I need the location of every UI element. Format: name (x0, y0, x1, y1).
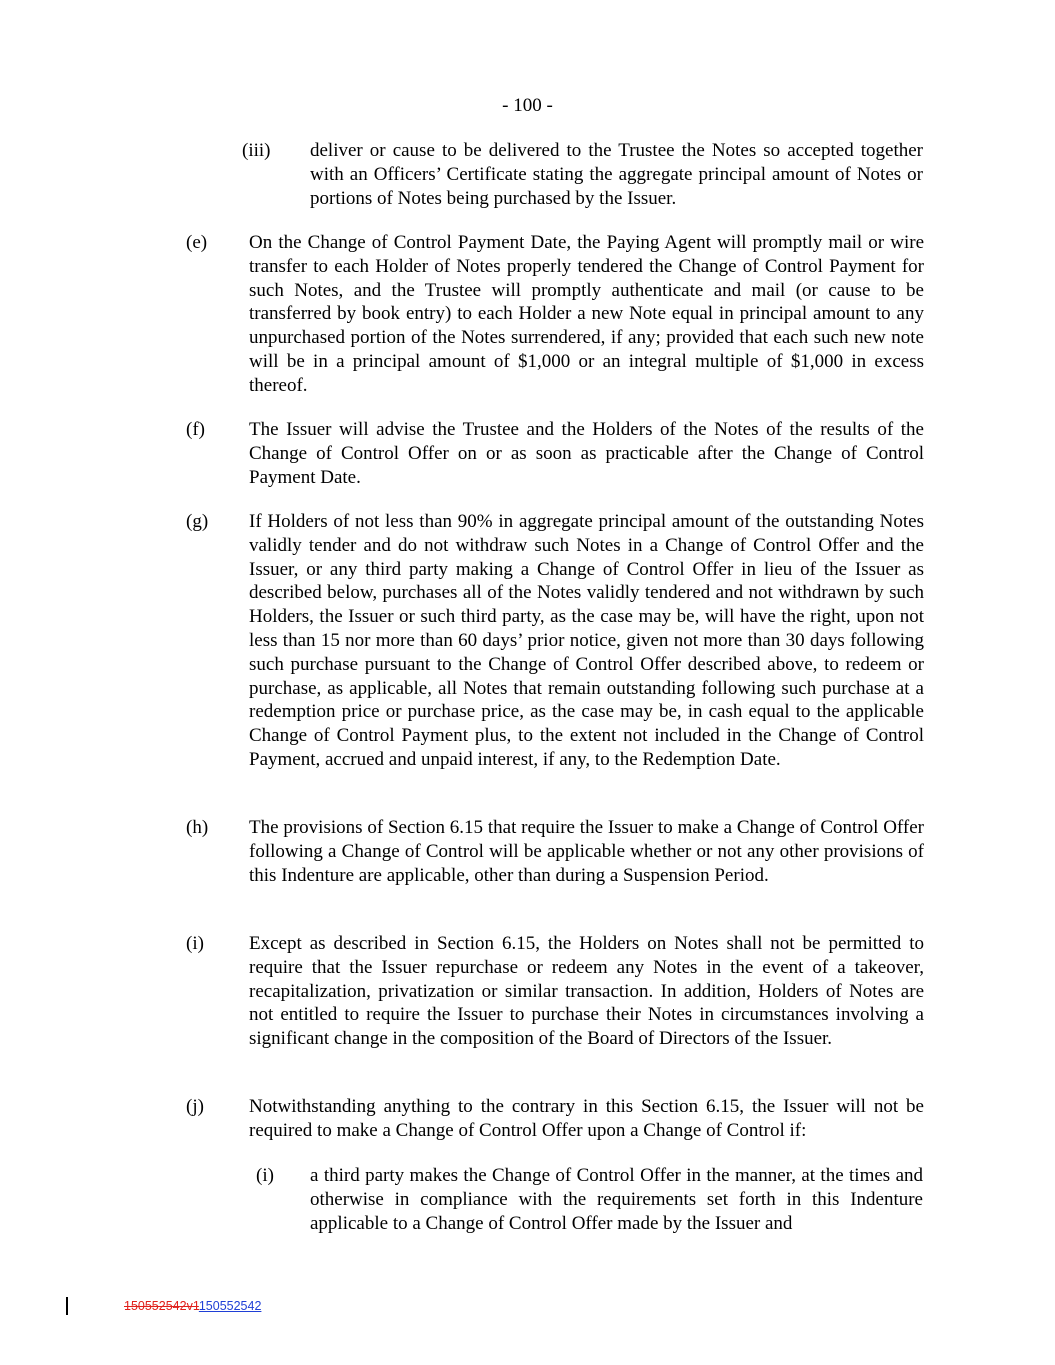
clause-f-text: The Issuer will advise the Trustee and the Holders of the Notes of the results of the Change of Control Offer on or as soon as practicable after the Change of Control Payment Date. (249, 419, 924, 488)
clause-j-text: Notwithstanding anything to the contrary in this Section 6.15, the Issuer will not be required to make a Change of Control Offer upon a Change of Control if: (249, 1096, 924, 1141)
clause-h-text: The provisions of Section 6.15 that require the Issuer to make a Change of Control Offer following a Change of Control will be applicable whether or not any other provisions of this Indenture are applicable, other than during a Suspension Period. (249, 817, 924, 886)
clause-iii-label: (iii) (242, 140, 271, 161)
page-number: - 100 - (502, 95, 553, 116)
document-id-inserted: 150552542 (198, 1299, 262, 1313)
clause-f-label: (f) (186, 419, 205, 440)
clause-i-text: Except as described in Section 6.15, the Holders on Notes shall not be permitted to require that the Issuer repurchase or redeem any Notes in the event of a takeover, recapitalization, privatization or similar transaction. In addition, Holders of Notes are not entitled to require the Issuer to purchase their Notes in circumstances involving a significant change in the composition of the Board of Directors of the Issuer. (249, 933, 924, 1050)
document-id-deleted: 150552542v1 (124, 1299, 199, 1313)
clause-j-i-label: (i) (256, 1165, 274, 1186)
change-bar (66, 1297, 68, 1315)
clause-e-text: On the Change of Control Payment Date, the Paying Agent will promptly mail or wire transfer to each Holder of Notes properly tendered the Change of Control Payment for such Notes, and the Trustee will promptly authenticate and mail (or cause to be transferred by book entry) to each Holder a new Note equal in principal amount to any unpurchased portion of the Notes surrendered, if any; provided that each such new note will be in a principal amount of $1,000 or an integral multiple of $1,000 in excess thereof. (249, 232, 924, 396)
clause-j-i-text: a third party makes the Change of Control Offer in the manner, at the times and otherwise in compliance with the requirements set forth in this Indenture applicable to a Change of Control Offer made by the Issuer and (310, 1165, 923, 1234)
clause-iii-text: deliver or cause to be delivered to the Trustee the Notes so accepted together with an Officers’ Certificate stating the aggregate principal amount of Notes or portions of Notes being purchased by the Issuer. (310, 140, 923, 209)
clause-h-label: (h) (186, 817, 209, 838)
clause-i-label: (i) (186, 933, 204, 954)
clause-j-label: (j) (186, 1096, 204, 1117)
clause-g-text: If Holders of not less than 90% in aggregate principal amount of the outstanding Notes validly tender and do not withdraw such Notes in a Change of Control Offer and the Issuer, or any third party making a Change of Control Offer in lieu of the Issuer as described below, purchases all of the Notes validly tendered and not withdrawn by such Holders, the Issuer or such third party, as the case may be, will have the right, upon not less than 15 nor more than 60 days’ prior notice, given not more than 30 days following such purchase pursuant to the Change of Control Offer described above, to redeem or purchase, as applicable, all Notes that remain outstanding following such purchase at a redemption price or purchase price, as the case may be, in cash equal to the applicable Change of Control Payment plus, to the extent not included in the Change of Control Payment, accrued and unpaid interest, if any, to the Redemption Date. (249, 511, 924, 770)
document-id (124, 1299, 261, 1313)
clause-e-label: (e) (186, 232, 208, 253)
clause-g-label: (g) (186, 511, 209, 532)
